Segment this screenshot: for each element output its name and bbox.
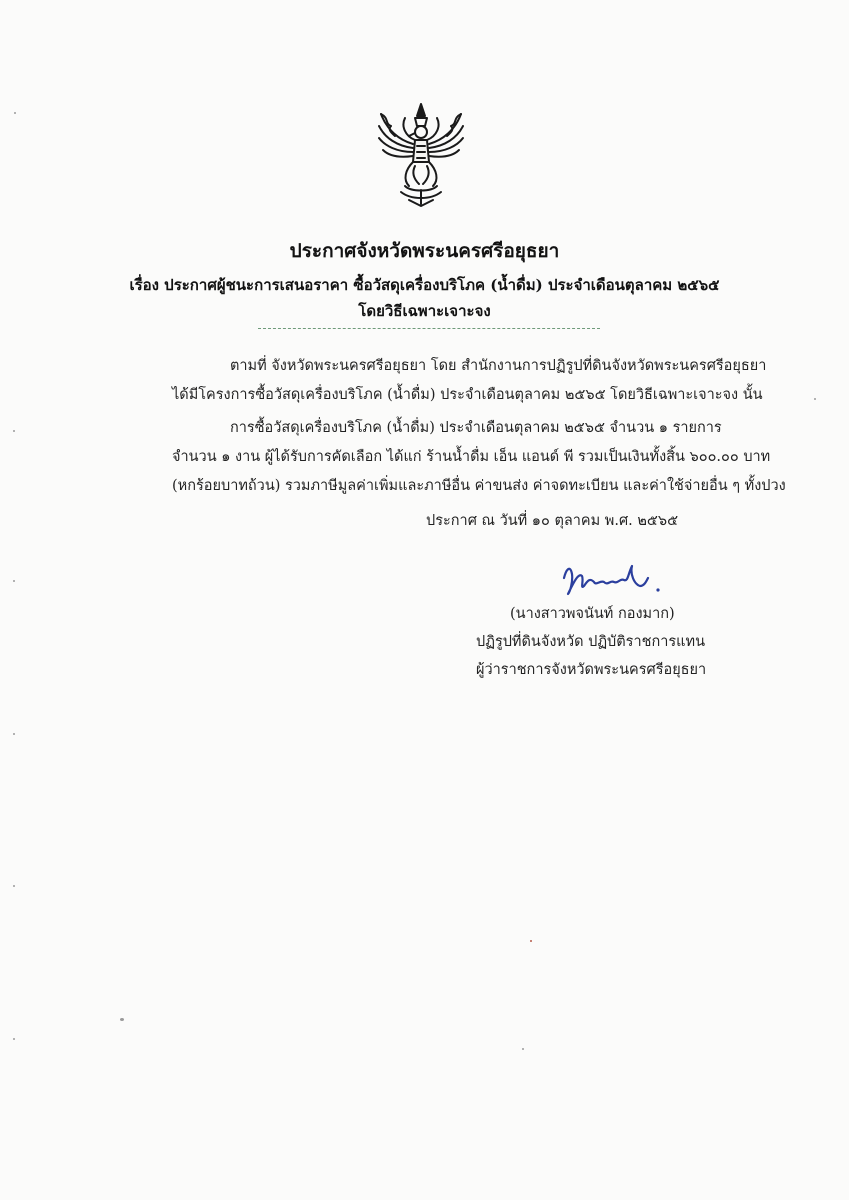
- scan-speck: [522, 1048, 524, 1050]
- announcement-subject: เรื่อง ประกาศผู้ชนะการเสนอราคา ซื้อวัสดุเครื่องบริโภค (น้ำดื่ม) ประจำเดือนตุลาคม ๒๕๖๕: [129, 276, 720, 294]
- scan-speck: [530, 940, 532, 942]
- paragraph1-line1: ตามที่ จังหวัดพระนครศรีอยุธยา โดย สำนักงานการปฏิรูปที่ดินจังหวัดพระนครศรีอยุธยา: [230, 358, 767, 374]
- scan-speck: [13, 430, 15, 432]
- scan-speck: [14, 112, 16, 114]
- procurement-method: โดยวิธีเฉพาะเจาะจง: [358, 302, 491, 320]
- signatory-name: (นางสาวพจนันท์ กองมาก): [510, 606, 675, 622]
- scan-speck: [120, 1018, 124, 1021]
- header-divider: [258, 328, 600, 329]
- paragraph1-line2: ได้มีโครงการซื้อวัสดุเครื่องบริโภค (น้ำดื่ม) ประจำเดือนตุลาคม ๒๕๖๕ โดยวิธีเฉพาะเจาะจง นั้น: [172, 387, 763, 403]
- scan-speck: [13, 885, 15, 887]
- signatory-position-line2: ผู้ว่าราชการจังหวัดพระนครศรีอยุธยา: [476, 662, 707, 678]
- paragraph2-line1: การซื้อวัสดุเครื่องบริโภค (น้ำดื่ม) ประจำเดือนตุลาคม ๒๕๖๕ จำนวน ๑ รายการ: [230, 420, 722, 436]
- garuda-emblem-icon: [375, 100, 467, 208]
- scan-speck: [13, 580, 15, 582]
- handwritten-signature: [558, 556, 668, 602]
- scan-speck: [814, 398, 816, 400]
- signatory-position-line1: ปฏิรูปที่ดินจังหวัด ปฏิบัติราชการแทน: [476, 634, 705, 650]
- paragraph2-line2: จำนวน ๑ งาน ผู้ได้รับการคัดเลือก ได้แก่ ร้านน้ำดื่ม เอ็น แอนด์ พี รวมเป็นเงินทั้งสิ้น ๖๐๐.๐๐ บาท: [172, 449, 771, 465]
- announcement-title: ประกาศจังหวัดพระนครศรีอยุธยา: [289, 240, 560, 262]
- scan-speck: [13, 1038, 15, 1040]
- paragraph2-line3: (หกร้อยบาทถ้วน) รวมภาษีมูลค่าเพิ่มและภาษีอื่น ค่าขนส่ง ค่าจดทะเบียน และค่าใช้จ่ายอื่น ๆ ทั้งปวง: [172, 478, 786, 494]
- scan-speck: [13, 733, 15, 735]
- announce-date: ประกาศ ณ วันที่ ๑๐ ตุลาคม พ.ศ. ๒๕๖๕: [426, 513, 679, 529]
